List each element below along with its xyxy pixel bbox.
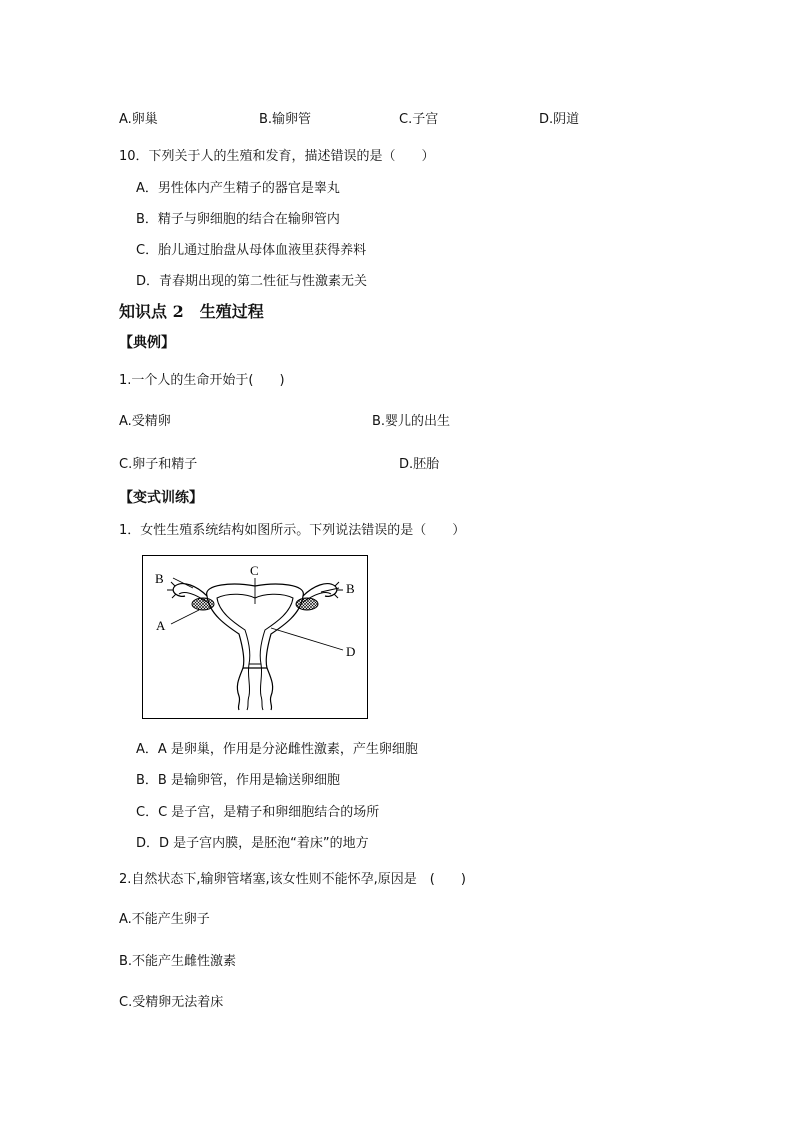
q10-option-d: D．青春期出现的第二性征与性激素无关 <box>136 274 368 289</box>
example1-option-b: B.婴儿的出生 <box>372 414 451 429</box>
q9-option-d: D.阴道 <box>539 112 580 127</box>
training1-option-a: A．A 是卵巢，作用是分泌雌性激素，产生卵细胞 <box>136 742 418 757</box>
training1-option-b: B．B 是输卵管，作用是输送卵细胞 <box>136 773 340 788</box>
figure-label-d: D <box>346 644 356 659</box>
left-ovary <box>192 598 214 610</box>
figure-label-a: A <box>156 618 166 633</box>
q10-option-a: A．男性体内产生精子的器官是睾丸 <box>136 181 340 196</box>
example1-stem: 1.一个人的生命开始于( ) <box>119 373 285 388</box>
q10-option-b: B．精子与卵细胞的结合在输卵管内 <box>136 212 340 227</box>
training2-option-b: B.不能产生雌性激素 <box>119 954 237 969</box>
right-ovary <box>296 598 318 610</box>
q10-option-c: C．胎儿通过胎盘从母体血液里获得养料 <box>136 243 367 258</box>
q9-option-a: A.卵巢 <box>119 112 158 127</box>
left-fallopian-tube <box>173 584 207 597</box>
section-title: 知识点 2 生殖过程 <box>119 302 264 321</box>
training2-option-c: C.受精卵无法着床 <box>119 995 224 1010</box>
training1-option-c: C．C 是子宫，是精子和卵细胞结合的场所 <box>136 805 380 820</box>
training1-stem: 1．女性生殖系统结构如图所示。下列说法错误的是（ ） <box>119 523 466 538</box>
example1-option-a: A.受精卵 <box>119 414 171 429</box>
example1-option-d: D.胚胎 <box>399 457 440 472</box>
q9-option-c: C.子宫 <box>399 112 439 127</box>
training1-option-d: D．D 是子宫内膜，是胚泡“着床”的地方 <box>136 836 369 851</box>
training2-stem: 2.自然状态下,输卵管堵塞,该女性则不能怀孕,原因是 ( ) <box>119 872 466 887</box>
vagina-outline <box>237 668 243 710</box>
training2-option-a: A.不能产生卵子 <box>119 912 210 927</box>
figure-label-b-left: B <box>155 571 164 586</box>
training-heading: 【变式训练】 <box>119 490 203 506</box>
figure-label-b-right: B <box>346 581 355 596</box>
female-reproductive-figure <box>142 555 368 719</box>
q10-stem: 10．下列关于人的生殖和发育，描述错误的是（ ） <box>119 149 435 164</box>
figure-label-c: C <box>250 563 259 578</box>
example1-option-c: C.卵子和精子 <box>119 457 198 472</box>
example-heading: 【典例】 <box>119 335 175 351</box>
q9-option-b: B.输卵管 <box>259 112 312 127</box>
